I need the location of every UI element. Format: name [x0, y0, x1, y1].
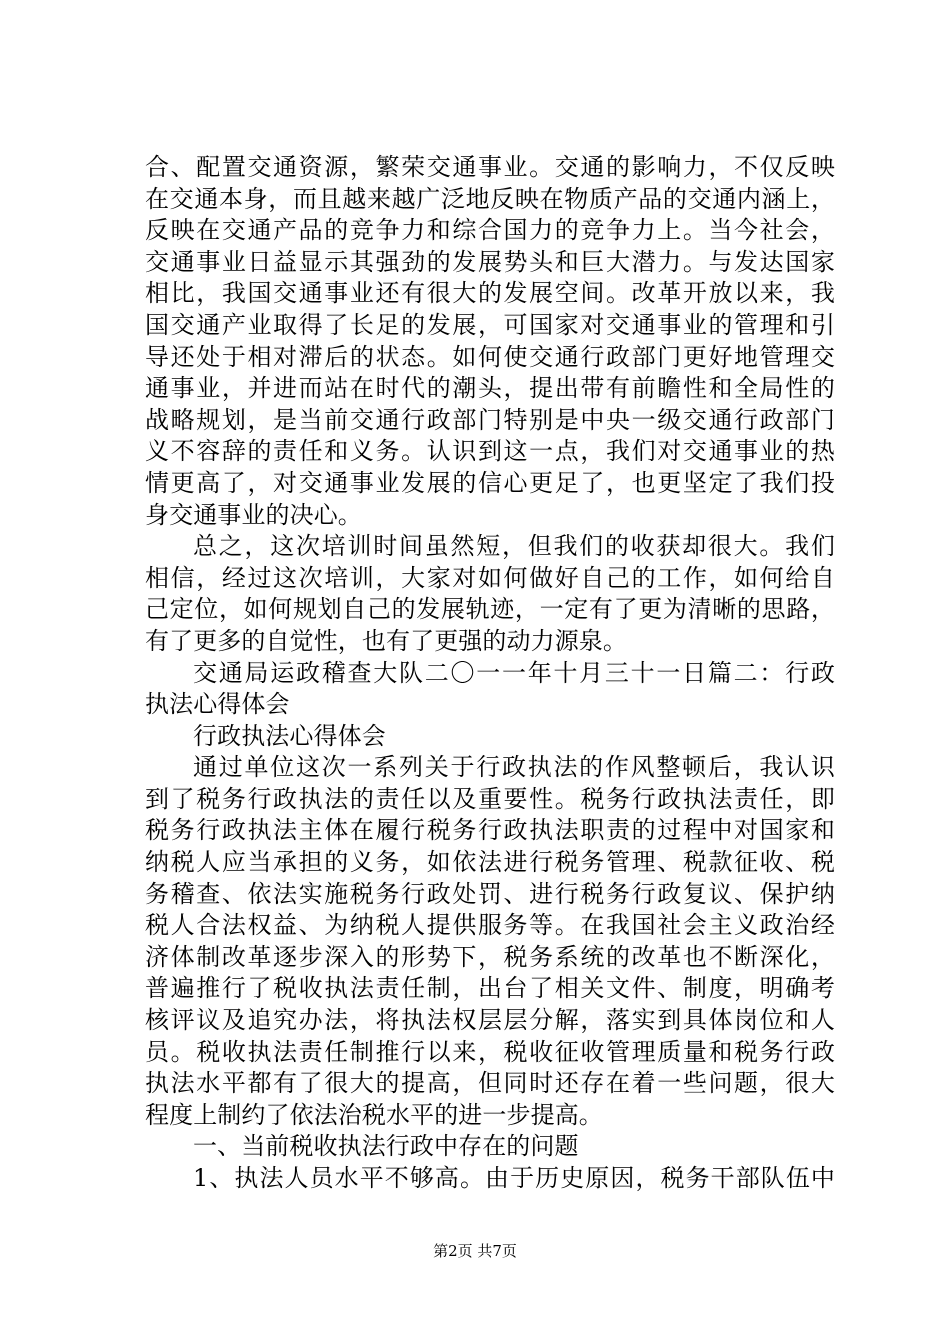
text-line: 战略规划，是当前交通行政部门特别是中央一级交通行政部门 — [145, 405, 835, 434]
text-line: 情更高了，对交通事业发展的信心更足了，也更坚定了我们投 — [145, 468, 835, 497]
text-line: 导还处于相对滞后的状态。如何使交通行政部门更好地管理交 — [145, 342, 835, 371]
text-line: 交通事业日益显示其强劲的发展势头和巨大潜力。与发达国家 — [145, 247, 835, 276]
text-line: 员。税收执法责任制推行以来，税收征收管理质量和税务行政 — [145, 1037, 835, 1066]
text-line: 执法心得体会 — [145, 690, 290, 719]
section-heading: 一、当前税收执法行政中存在的问题 — [193, 1132, 579, 1161]
text-line: 有了更多的自觉性，也有了更强的动力源泉。 — [145, 626, 627, 655]
section-title: 行政执法心得体会 — [193, 721, 386, 750]
text-line: 执法水平都有了很大的提高，但同时还存在着一些问题，很大 — [145, 1069, 835, 1098]
text-line: 义不容辞的责任和义务。认识到这一点，我们对交通事业的热 — [145, 437, 835, 466]
text-line: 济体制改革逐步深入的形势下，税务系统的改革也不断深化， — [145, 942, 835, 971]
text-line: 身交通事业的决心。 — [145, 500, 362, 529]
text-line: 纳税人应当承担的义务，如依法进行税务管理、税款征收、税 — [145, 848, 835, 877]
text-line: 普遍推行了税收执法责任制，出台了相关文件、制度，明确考 — [145, 974, 835, 1003]
text-line: 反映在交通产品的竞争力和综合国力的竞争力上。当今社会， — [145, 216, 835, 245]
text-line: 国交通产业取得了长足的发展，可国家对交通事业的管理和引 — [145, 310, 835, 339]
paragraph-first-line: 交通局运政稽查大队二〇一一年十月三十一日篇二：行政 — [193, 658, 835, 687]
page-footer: 第2页 共7页 — [433, 1242, 517, 1260]
text-line: 务稽查、依法实施税务行政处罚、进行税务行政复议、保护纳 — [145, 879, 835, 908]
body-text — [145, 152, 835, 1195]
text-line: 到了税务行政执法的责任以及重要性。税务行政执法责任，即 — [145, 784, 835, 813]
paragraph-first-line: 通过单位这次一系列关于行政执法的作风整顿后，我认识 — [193, 753, 835, 782]
text-line: 相比，我国交通事业还有很大的发展空间。改革开放以来，我 — [145, 279, 835, 308]
text-line: 己定位，如何规划自己的发展轨迹，一定有了更为清晰的思路， — [145, 595, 835, 624]
text-line: 税人合法权益、为纳税人提供服务等。在我国社会主义政治经 — [145, 911, 835, 940]
text-line: 程度上制约了依法治税水平的进一步提高。 — [145, 1100, 603, 1129]
text-line: 核评议及追究办法，将执法权层层分解，落实到具体岗位和人 — [145, 1006, 835, 1035]
text-line: 通事业，并进而站在时代的潮头，提出带有前瞻性和全局性的 — [145, 374, 835, 403]
text-line: 相信，经过这次培训，大家对如何做好自己的工作，如何给自 — [145, 563, 835, 592]
text-line: 合、配置交通资源，繁荣交通事业。交通的影响力，不仅反映 — [145, 153, 835, 181]
text-line: 在交通本身，而且越来越广泛地反映在物质产品的交通内涵上， — [145, 184, 835, 213]
text-line: 税务行政执法主体在履行税务行政执法职责的过程中对国家和 — [145, 816, 835, 845]
paragraph-first-line: 总之，这次培训时间虽然短，但我们的收获却很大。我们 — [193, 532, 835, 561]
paragraph-first-line: 1、执法人员水平不够高。由于历史原因，税务干部队伍中 — [193, 1164, 835, 1192]
